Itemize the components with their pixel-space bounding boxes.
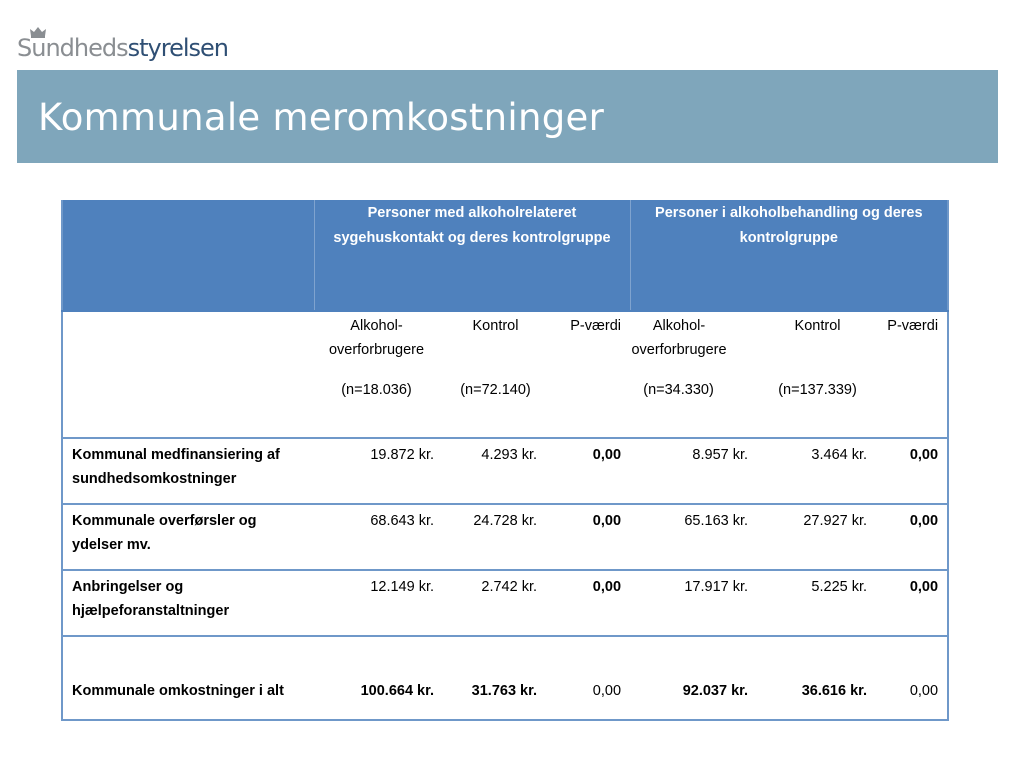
table-cell: 4.293 kr. (444, 438, 547, 504)
subheader-col3-label: P-værdi (570, 318, 622, 334)
subheader-col5-label: Kontrol (794, 318, 841, 334)
logo-wordmark (17, 34, 228, 62)
logo-part1: Sundheds (17, 34, 128, 62)
subheader-col6-label: P-værdi (887, 318, 939, 334)
subheader-col4-label: Alkohol-overforbrugere (631, 318, 727, 358)
total-cell: 36.616 kr. (758, 636, 877, 720)
row-label: Kommunal medfinansiering af sundhedsomkostninger (62, 438, 314, 504)
table-row (62, 504, 948, 570)
row-label: Anbringelser og hjælpeforanstaltninger (62, 570, 314, 636)
table-cell: 65.163 kr. (630, 504, 758, 570)
table-cell: 5.225 kr. (758, 570, 877, 636)
subheader-col2-n: (n=72.140) (460, 382, 531, 398)
table-cell: 19.872 kr. (314, 438, 444, 504)
group-header-2-text: Personer i alkoholbehandling og deres kontrolgruppe (655, 205, 923, 246)
total-cell: 31.763 kr. (444, 636, 547, 720)
subheader-col5 (758, 311, 877, 438)
table-row (62, 438, 948, 504)
cost-table (61, 200, 949, 721)
subheader-col3 (547, 311, 630, 438)
table-cell: 3.464 kr. (758, 438, 877, 504)
subheader-empty (62, 311, 314, 438)
table-cell: 27.927 kr. (758, 504, 877, 570)
subheader-col4 (630, 311, 758, 438)
group-header-row (62, 200, 948, 311)
subheader-col1-label: Alkohol-overforbrugere (328, 318, 425, 358)
table-cell: 12.149 kr. (314, 570, 444, 636)
table-cell: 0,00 (547, 570, 630, 636)
table-cell: 68.643 kr. (314, 504, 444, 570)
table-cell: 2.742 kr. (444, 570, 547, 636)
table-cell: 0,00 (547, 438, 630, 504)
total-row (62, 636, 948, 720)
table-cell: 0,00 (877, 504, 948, 570)
total-cell: 100.664 kr. (314, 636, 444, 720)
total-cell: 0,00 (547, 636, 630, 720)
total-label: Kommunale omkostninger i alt (62, 636, 314, 720)
group-header-1-text: Personer med alkoholrelateret sygehuskontakt og deres kontrolgruppe (333, 205, 611, 246)
subheader-row (62, 311, 948, 438)
subheader-col1 (314, 311, 444, 438)
header-corner-cell (62, 200, 314, 311)
row-label: Kommunale overførsler og ydelser mv. (62, 504, 314, 570)
table-cell: 8.957 kr. (630, 438, 758, 504)
subheader-col4-n: (n=34.330) (643, 382, 714, 398)
table-row (62, 570, 948, 636)
total-cell: 92.037 kr. (630, 636, 758, 720)
table-cell: 0,00 (877, 438, 948, 504)
subheader-col2-label: Kontrol (472, 318, 519, 334)
subheader-col5-n: (n=137.339) (778, 382, 857, 398)
table-cell: 17.917 kr. (630, 570, 758, 636)
total-cell: 0,00 (877, 636, 948, 720)
group-header-2 (630, 200, 948, 311)
table-cell: 0,00 (547, 504, 630, 570)
logo-part2: styrelsen (127, 34, 228, 62)
subheader-col2 (444, 311, 547, 438)
table-cell: 24.728 kr. (444, 504, 547, 570)
title-banner (17, 70, 998, 163)
table-cell: 0,00 (877, 570, 948, 636)
page-title: Kommunale meromkostninger (38, 96, 605, 139)
group-header-1 (314, 200, 630, 311)
subheader-col6 (877, 311, 948, 438)
subheader-col1-n: (n=18.036) (341, 382, 412, 398)
